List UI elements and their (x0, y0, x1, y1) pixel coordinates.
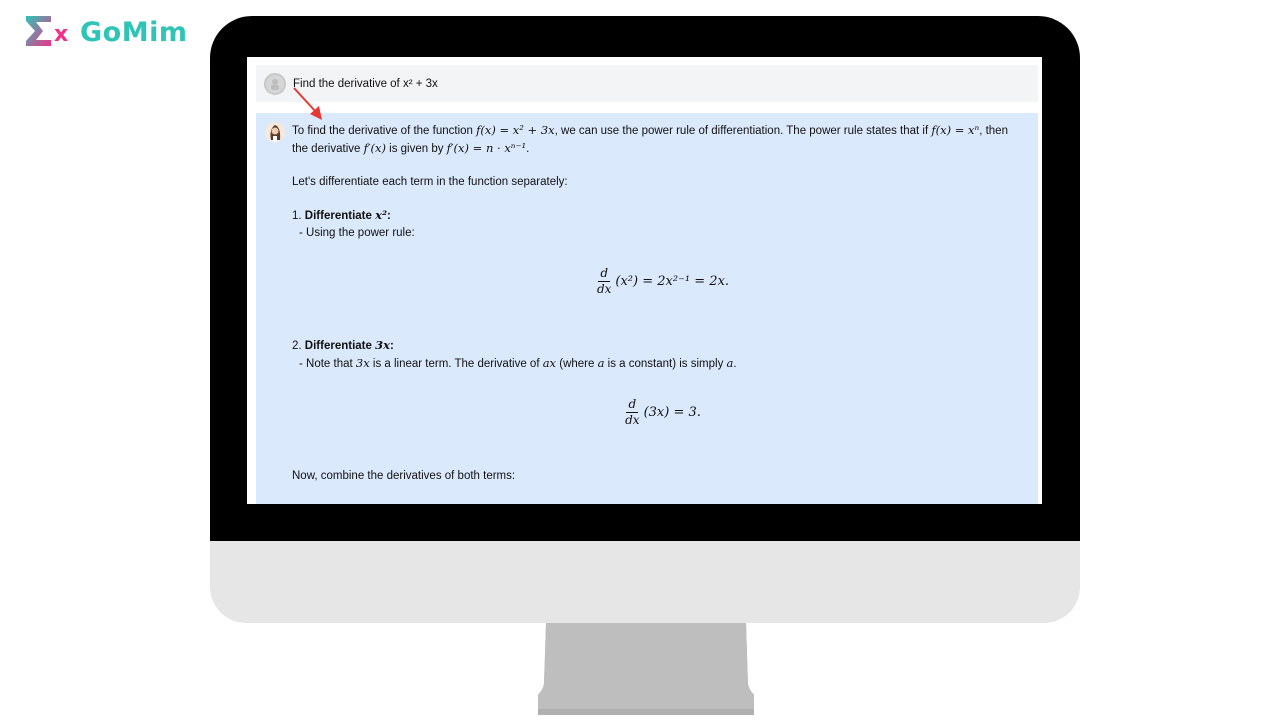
step2-heading (292, 337, 1032, 355)
user-question (256, 65, 1038, 102)
equation-rest: (3x) = 3. (643, 405, 701, 420)
step-title: Differentiate (304, 340, 376, 352)
step2-note (292, 355, 1032, 373)
gomim-logo (24, 12, 187, 52)
fraction-numerator: d (600, 266, 609, 280)
equation-rest: (x²) = 2x²⁻¹ = 2x. (615, 274, 730, 289)
fraction-denominator: dx (625, 413, 640, 427)
math-inline: a (726, 356, 734, 370)
equation-2 (292, 397, 1032, 428)
assistant-answer (256, 113, 1038, 504)
intro-text: , we can use the power rule of differentiation. The power rule states that if (554, 125, 932, 137)
math-inline: 3x (355, 356, 370, 370)
math-inline: 3x (375, 338, 390, 352)
step-intro: Let's differentiate each term in the function separately: (292, 176, 568, 188)
note-text: . (733, 358, 737, 370)
math-inline: ax (542, 356, 557, 370)
intro-text: To find the derivative of the function (292, 125, 477, 137)
step1-heading (292, 207, 1032, 225)
monitor-stand (538, 623, 754, 715)
step-title: : (389, 340, 394, 352)
fraction-numerator: d (628, 397, 637, 411)
intro-text: , then (979, 125, 1008, 137)
math-inline: a (597, 356, 605, 370)
intro-paragraph (292, 122, 1032, 158)
note-text: is a linear term. The derivative of (369, 358, 543, 370)
step-number: 1. (292, 210, 305, 222)
monitor-screen (247, 57, 1042, 504)
note-text: (where (556, 358, 598, 370)
note-text: - Note that (299, 358, 356, 370)
math-inline: f(x) = xⁿ (931, 123, 980, 137)
intro-text: the derivative (292, 143, 364, 155)
step-title: : (387, 210, 391, 222)
derivative-fraction (595, 266, 613, 297)
step-number: 2. (292, 340, 305, 352)
intro-text: . (526, 143, 530, 155)
step-title: Differentiate (304, 210, 376, 222)
math-inline: f′(x) (363, 141, 386, 155)
equation-1 (292, 266, 1032, 297)
assistant-avatar-icon (265, 121, 285, 143)
answer-content (292, 122, 1032, 485)
logo-x-mark: x (54, 22, 69, 47)
monitor-chin (210, 541, 1080, 623)
intro-text: is given by (385, 143, 447, 155)
brand-name: GoMim (80, 16, 188, 48)
math-inline: x² (375, 208, 387, 222)
derivative-fraction (623, 397, 641, 428)
user-avatar-icon (264, 73, 286, 95)
math-inline: f′(x) = n · xⁿ⁻¹ (446, 141, 527, 155)
combine-text: Now, combine the derivatives of both terms: (292, 470, 516, 482)
question-text: Find the derivative of x² + 3x (293, 77, 438, 90)
note-text: is a constant) is simply (604, 358, 727, 370)
fraction-denominator: dx (596, 282, 612, 296)
sigma-icon (24, 14, 69, 50)
math-inline: f(x) = x² + 3x (476, 123, 555, 137)
step1-note: - Using the power rule: (299, 227, 415, 239)
red-arrow-icon (290, 84, 330, 124)
